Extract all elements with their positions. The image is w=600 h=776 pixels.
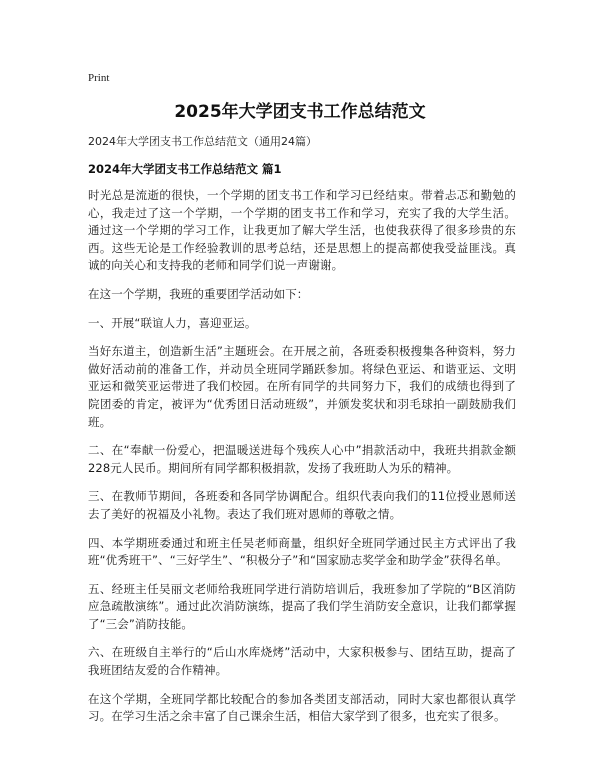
document-title: 2025年大学团支书工作总结范文 (174, 102, 426, 122)
paragraph-activities-intro: 在这一个学期，我班的重要团学活动如下： (88, 286, 309, 301)
print-label: Print (88, 72, 110, 84)
paragraph-item-1: 一、开展“联谊人力，喜迎亚运。 (88, 315, 257, 330)
section-heading: 2024年大学团支书工作总结范文 篇1 (88, 162, 282, 176)
document-body (88, 187, 516, 737)
paragraph-item-2: 二、在“奉献一份爱心，把温暖送进每个残疾人心中”捐款活动中，我班共捐款金额228元人民币。期间所有同学都积极捐款，发扬了我班助人为乐的精神。 (88, 443, 516, 475)
document-subtitle: 2024年大学团支书工作总结范文（通用24篇） (88, 135, 317, 148)
paragraph-item-3: 三、在教师节期间，各班委和各同学协调配合。组织代表向我们的11位授业恩师送去了美好的祝福及小礼物。表达了我们班对恩师的尊敬之情。 (88, 489, 516, 521)
paragraph-item-5: 五、经班主任吴丽文老师给我班同学进行消防培训后，我班参加了学院的“B区消防应急疏散演练”。通过此次消防演练，提高了我们学生消防安全意识，让我们都掌握了“三会”消防技能。 (88, 581, 516, 631)
paragraph-item-4: 四、本学期班委通过和班主任吴老师商量，组织好全班同学通过民主方式评出了我班“优秀班干”、“三好学生”、“积极分子”和“国家励志奖学金和助学金”获得名单。 (88, 535, 516, 568)
paragraph-intro: 时光总是流逝的很快，一个学期的团支书工作和学习已经结束。带着忐忑和勤勉的心，我走过了这一个学期，一个学期的团支书工作和学习，充实了我的大学生活。通过这一个学期的学习工作，让我更加了解大学生活，也使我获得了很多珍贵的东西。这些无论是工作经验教训的思考总结，还是思想上的提高都使我受益匪浅。真诚的向关心和支持我的老师和同学们说一声谢谢。 (88, 188, 516, 273)
paragraph-conclusion: 在这个学期，全班同学都比较配合的参加各类团支部活动，同时大家也都很认真学习。在学习生活之余丰富了自己课余生活，相信大家学到了很多，也充实了很多。 (88, 691, 516, 724)
paragraph-item-1-detail: 当好东道主，创造新生活”主题班会。在开展之前，各班委积极搜集各种资料，努力做好活动前的准备工作，并动员全班同学踊跃参加。将绿色亚运、和谐亚运、文明亚运和微笑亚运带进了我们校园。在所有同学的共同努力下，我们的成绩也得到了院团委的肯定，被评为“优秀团日活动班级”，并颁发奖状和羽毛球拍一副鼓励我们班。 (88, 344, 516, 429)
paragraph-item-6: 六、在班级自主举行的“后山水库烧烤”活动中，大家积极参与、团结互助，提高了我班团结友爱的合作精神。 (88, 645, 516, 678)
